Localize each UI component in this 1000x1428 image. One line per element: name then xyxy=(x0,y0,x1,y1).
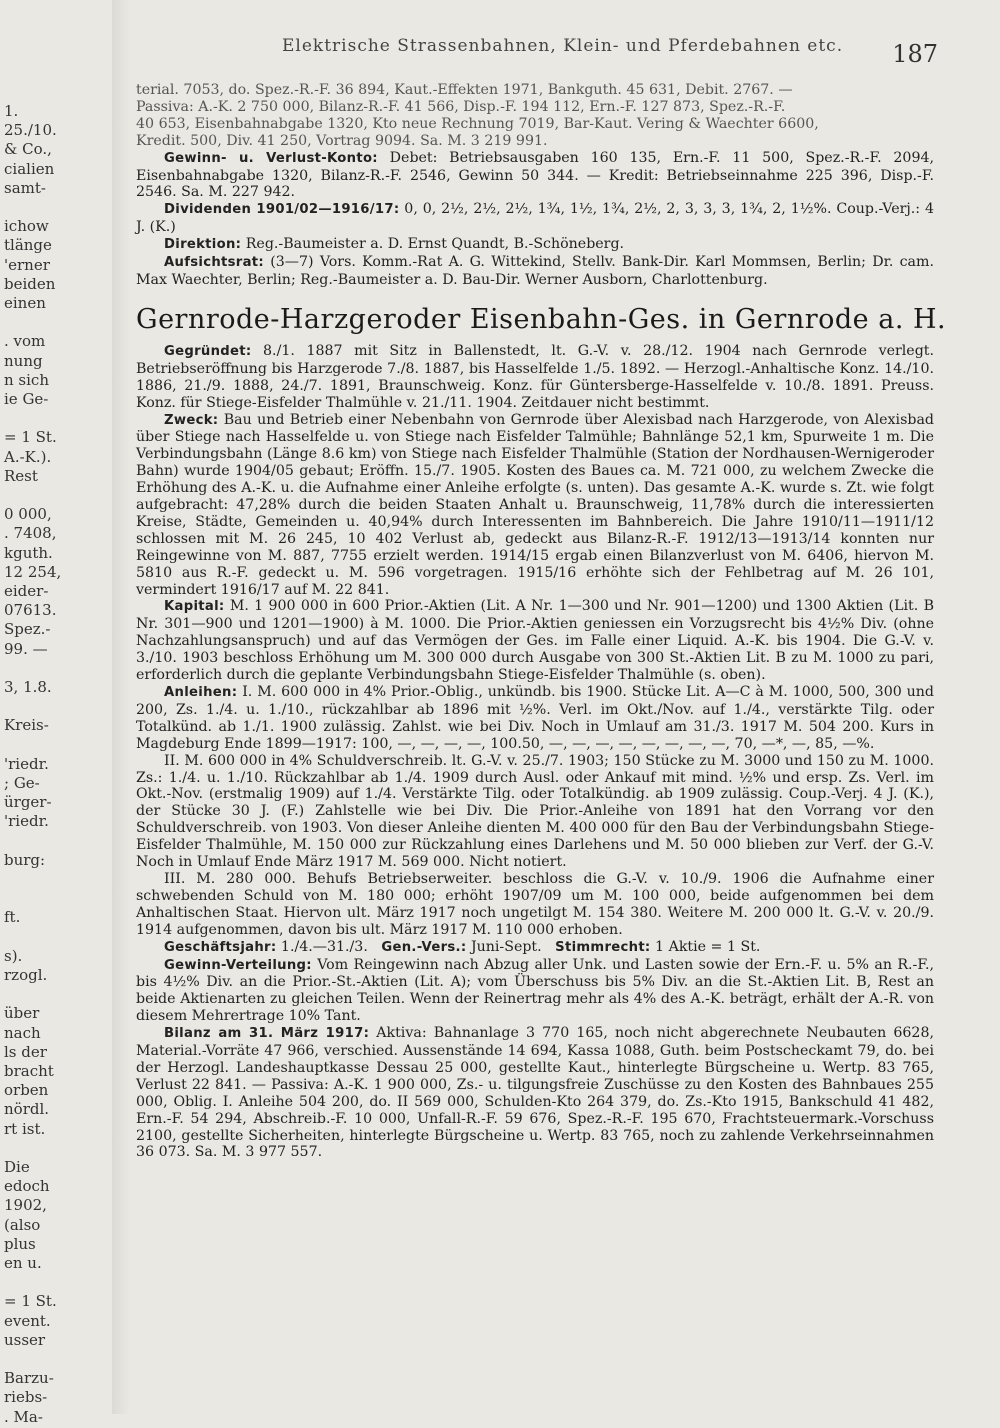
gen-vers-label: Gen.-Vers.: xyxy=(381,939,467,955)
strip-line: n sich xyxy=(4,370,49,389)
anleihen-text: I. M. 600 000 in 4% Prior.-Oblig., unkündb. bis 1900. Stücke Lit. A—C à M. 1000, 500, 300 und 200, Zs. 1./4. u. 1./10., rückzahlbar ab 1896 mit ½%. Verl. im Okt./Nov. auf 1./4., verstärkte Tilg. oder Totalkünd. ab 1./1. 1900 zulässig. Zahlst. wie bei Div. Noch in Umlauf am 31./3. 1917 M. 504 200. Kurs in Magdeburg Ende 1899—1917: 100, —, —, —, —, 100.50, —, —, —, —, —, —, —, —, 70, —*, —, 85, —%. xyxy=(136,684,935,752)
stimmrecht-text: 1 Aktie = 1 St. xyxy=(655,938,761,955)
strip-line: cialien xyxy=(4,159,55,178)
gegruendet-paragraph xyxy=(136,343,934,412)
strip-line: Barzu- xyxy=(4,1369,54,1388)
strip-line: Rest xyxy=(4,466,38,485)
strip-line: nung xyxy=(4,351,43,370)
strip-line: kguth. xyxy=(4,543,53,562)
anleihen-paragraph xyxy=(136,684,934,753)
strip-line: ürger- xyxy=(4,793,52,812)
strip-line: 3, 1.8. xyxy=(4,678,52,696)
gewinn-verteilung-paragraph xyxy=(136,957,934,1026)
strip-line: 1902, xyxy=(4,1196,47,1215)
geschaeftsjahr-paragraph xyxy=(136,939,934,957)
company-section xyxy=(136,343,934,1162)
strip-line: bracht xyxy=(4,1062,54,1080)
strip-line: rzogl. xyxy=(4,966,48,984)
strip-line: (also xyxy=(4,1215,41,1234)
bilanz-paragraph xyxy=(136,1025,934,1161)
gegruendet-label: Gegründet: xyxy=(164,343,252,359)
strip-line: samt- xyxy=(4,178,46,197)
strip-line: burg: xyxy=(4,850,46,869)
adjacent-page-strip xyxy=(0,20,118,1426)
running-header: Elektrische Strassenbahnen, Klein- und Pferdebahnen etc. xyxy=(282,36,844,56)
stimmrecht-label: Stimmrecht: xyxy=(555,939,651,955)
gewinn-verteilung-label: Gewinn-Verteilung: xyxy=(164,957,312,973)
strip-line: plus xyxy=(4,1234,36,1253)
bilanz-label: Bilanz am 31. März 1917: xyxy=(164,1026,370,1042)
prev-guv-label: Gewinn- u. Verlust-Konto: xyxy=(164,150,378,166)
previous-company-section xyxy=(136,82,934,289)
prev-line-2: Passiva: A.-K. 2 750 000, Bilanz-R.-F. 41 566, Disp.-F. 194 112, Ern.-F. 127 873, Spez.-R.-F. xyxy=(136,98,786,115)
prev-direktion-label: Direktion: xyxy=(164,237,242,253)
prev-aufsichtsrat-paragraph xyxy=(136,254,934,289)
strip-line: usser xyxy=(4,1330,46,1349)
strip-line: s). xyxy=(4,946,23,965)
anleihe-2-paragraph: II. M. 600 000 in 4% Schuldverschreib. lt. G.-V. v. 25./7. 1903; 150 Stücke zu M. 3000 und 150 zu M. 1000. Zs.: 1./4. u. 1./10. Rückzahlbar ab 1./4. 1909 durch Ausl. oder Ankauf mit mind. ½% und ersp. Zs. Verl. im Okt.-Nov. (erstmalig 1909) auf 1./4. Verstärkte Tilg. oder Totalkündig. ab 1909 zulässig. Coup.-Verj. 4 J. (K.), der Stücke 30 J. (F.) Zahlstelle wie bei Div. Die Prior.-Anleihe von 1891 hat den Vorrang vor den Schuldverschreib. von 1903. Von dieser Anleihe dienten M. 400 000 für den Bau der Verbindungsbahn Stiege-Eisfelder Thalmühle, M. 150 000 zur Rückzahlung eines Darlehens und M. 50 000 blieben zur Verf. der G.-V. Noch in Umlauf Ende März 1917 M. 569 000. Nicht notiert. xyxy=(136,752,934,871)
kapital-label: Kapital: xyxy=(164,599,225,615)
kapital-paragraph xyxy=(136,598,934,684)
prev-dividend-paragraph xyxy=(136,201,934,236)
page-number: 187 xyxy=(892,40,938,68)
strip-line: ie Ge- xyxy=(4,390,49,408)
strip-line: eider- xyxy=(4,582,49,600)
strip-line: . vom xyxy=(4,332,46,351)
prev-line-3: 40 653, Eisenbahnabgabe 1320, Kto neue Rechnung 7019, Bar-Kaut. Vering & Waechter 6600, xyxy=(136,115,819,132)
geschaeftsjahr-label: Geschäftsjahr: xyxy=(164,939,277,955)
zweck-label: Zweck: xyxy=(164,412,219,428)
strip-line: beiden xyxy=(4,274,56,293)
strip-line: edoch xyxy=(4,1177,50,1196)
prev-dividend-label: Dividenden 1901/02—1916/17: xyxy=(164,202,400,218)
strip-line: Die xyxy=(4,1158,30,1176)
prev-guv-paragraph xyxy=(136,150,934,202)
strip-line: & Co., xyxy=(4,140,52,159)
strip-line: Kreis- xyxy=(4,716,49,735)
strip-line: = 1 St. xyxy=(4,1292,57,1311)
prev-direktion-text: Reg.-Baumeister a. D. Ernst Quandt, B.-Schöneberg. xyxy=(245,236,625,253)
strip-line: tlänge xyxy=(4,236,52,255)
prev-line-4: Kredit. 500, Div. 41 250, Vortrag 9094. Sa. M. 3 219 991. xyxy=(136,132,548,149)
strip-line: rt ist. xyxy=(4,1119,46,1138)
strip-line: A.-K.). xyxy=(4,447,52,466)
strip-line: einen xyxy=(4,294,46,312)
gen-vers-text: Juni-Sept. xyxy=(470,938,542,955)
strip-line: über xyxy=(4,1004,40,1023)
strip-line: 1. xyxy=(4,102,19,120)
strip-line: 07613. xyxy=(4,601,57,620)
strip-line: nördl. xyxy=(4,1100,50,1119)
anleihe-3-paragraph: III. M. 280 000. Behufs Betriebserweiter. beschloss die G.-V. v. 10./9. 1906 die Aufnahme einer schwebenden Schuld von M. 180 000; erhöht 1907/09 um M. 100 000, beide aufgenommen bei dem Anhaltischen Staat. Hiervon ult. März 1917 noch ungetilgt M. 154 380. Weitere M. 200 000 lt. G.-V. v. 20./9. 1914 aufgenommen, davon bis ult. März 1917 M. 110 000 erhoben. xyxy=(136,870,934,938)
strip-line: en u. xyxy=(4,1254,42,1272)
strip-line: 12 254, xyxy=(4,562,62,581)
strip-line: 0 000, xyxy=(4,505,52,524)
strip-line: 'erner xyxy=(4,255,50,274)
zweck-text: Bau und Betrieb einer Nebenbahn von Gernrode über Alexisbad nach Harzgerode, von Alexisbad über Stiege nach Hasselfelde u. von Stiege nach Eisfelder Talmühle; Bahnlänge 52,1 km, Spurweite 1 m. Die Verbindungsbahn (Länge 8.6 km) von Stiege nach Eisfelder Thalmühle (Station der Nordhausen-Wernigeroder Bahn) wurde 1904/05 gebaut; Eröffn. 15./7. 1905. Kosten des Baues ca. M. 721 000, zu welchem Zwecke die Erhöhung des A.-K. u. die Aufnahme einer Anleihe erfolgte (s. unten). Das gesamte A.-K. wurde s. Zt. wie folgt aufgebracht: 47,28% durch die beiden Staaten Anhalt u. Braunschweig, 11,78% durch die interessierten Kreise, Städte, Gemeinden u. 40,94% durch Interessenten im Bahnbereich. Die Jahre 1910/11—1911/12 schlossen mit M. 26 245, 10 402 Verlust ab, gedeckt aus Bilanz-R.-F. 1912/13—1913/14 konnten nur Reingewinne von M. 887, 7755 erzielt werden. 1914/15 ergab einen Bilanzverlust von M. 6406, hiervon M. 5810 aus R.-F. gedeckt u. M. 596 vorgetragen. 1915/16 erhöhte sich der Fehlbetrag auf M. 26 101, vermindert 1916/17 auf M. 22 841. xyxy=(136,411,934,598)
strip-line: ichow xyxy=(4,217,49,236)
strip-line: . Ma- xyxy=(4,1407,43,1426)
strip-line: 25./10. xyxy=(4,121,57,140)
strip-line: 99. — xyxy=(4,639,48,658)
strip-line: ; Ge- xyxy=(4,774,40,792)
zweck-paragraph xyxy=(136,412,934,599)
strip-line: Spez.- xyxy=(4,620,51,639)
strip-line: 'riedr. xyxy=(4,754,49,773)
strip-line: ft. xyxy=(4,908,21,927)
prev-guv-text: Debet: Betriebsausgaben 160 135, Ern.-F. 11 500, Spez.-R.-F. 2094, Eisenbahnabgabe 1320, Bilanz-R.-F. 2546, Gewinn 50 344. — Kredit: Betriebseinnahme 225 396, Disp.-F. 2546. Sa. M. 227 942. xyxy=(136,149,935,201)
strip-line: event. xyxy=(4,1311,51,1330)
gegruendet-text: 8./1. 1887 mit Sitz in Ballenstedt, lt. G.-V. v. 28./12. 1904 nach Gernrode verlegt. Betriebseröffnung bis Harzgerode 7./8. 1887, bis Hasselfelde 1./5. 1892. — Herzogl.-Anhaltische Konz. 14./10. 1886, 21./9. 1888, 24./7. 1891, Braunschweig. Konz. für Güntersberge-Hasselfelde v. 10./8. 1891. Preuss. Konz. für Stiege-Eisfelder Thalmühle v. 21./11. 1904. Zeitdauer nicht bestimmt. xyxy=(136,342,934,411)
anleihen-label: Anleihen: xyxy=(164,685,238,700)
company-title: Gernrode-Harzgeroder Eisenbahn-Ges. in Gernrode a. H. xyxy=(136,303,947,335)
strip-line: 'riedr. xyxy=(4,812,49,831)
prev-line-1: terial. 7053, do. Spez.-R.-F. 36 894, Kaut.-Effekten 1971, Bankguth. 45 631, Debit. 2767. — xyxy=(136,82,793,98)
prev-aufsichtsrat-label: Aufsichtsrat: xyxy=(164,255,264,271)
strip-line: orben xyxy=(4,1081,49,1100)
gewinn-verteilung-text: Vom Reingewinn nach Abzug aller Unk. und Lasten sowie der Ern.-F. u. 5% an R.-F., bis 4½% Div. an die Prior.-St.-Aktien (Lit. A); vom Überschuss bis 5% Div. an die St.-Aktien Lit. B, Rest an beide Aktienarten zu gleichen Teilen. Wenn der Reinertrag mehr als 4% des A.-K. beträgt, erhält der A.-R. von diesem Mehrertrage 10% Tant. xyxy=(136,956,934,1025)
bilanz-text: Aktiva: Bahnanlage 3 770 165, noch nicht abgerechnete Neubauten 6628, Material.-Vorräte 47 966, verschied. Aussenstände 14 694, Kassa 1088, Guth. beim Postscheckamt 79, do. bei der Herzogl. Landeshauptkasse Dessau 25 000, gestellte Kaut., hinterlegte Bürgscheine u. Wertp. 83 765, Verlust 22 841. — Passiva: A.-K. 1 900 000, Zs.- u. tilgungsfreie Zuschüsse zu den Kosten des Bahnbaues 255 000, Oblig. I. Anleihe 504 200, do. II 569 000, Schulden-Kto 264 379, do. Zs.-Kto 1915, Bankschuld 41 482, Ern.-F. 54 294, Abschreib.-F. 10 000, Unfall-R.-F. 59 676, Spez.-R.-F. 195 670, Frachtsteuermark.-Vorschuss 2100, gestellte Sicherheiten, hinterlegte Bürgscheine u. Wertp. 83 765, noch zu zahlende Verkehrseinnahmen 36 073. Sa. M. 3 977 557. xyxy=(136,1025,934,1161)
kapital-text: M. 1 900 000 in 600 Prior.-Aktien (Lit. A Nr. 1—300 und Nr. 901—1200) und 1300 Aktien (Lit. B Nr. 301—900 und 1201—1900) à M. 1000. Die Prior.-Aktien geniessen ein Vorzugsrecht bis 4½% Div. (ohne Nachzahlungsanspruch) und auf das Vermögen der Ges. im Falle einer Liquid. A.-K. bis 1904. Die G.-V. v. 3./10. 1903 beschloss Erhöhung um M. 300 000 durch Ausgabe von 300 St.-Aktien Lit. B zu M. 1000 zu pari, erforderlich durch die geplante Verbindungsbahn Stiege-Eisfelder Thalmühle (s. oben). xyxy=(136,598,935,684)
strip-line: riebs- xyxy=(4,1388,48,1407)
prev-aufsichtsrat-text: (3—7) Vors. Komm.-Rat A. G. Wittekind, Stellv. Bank-Dir. Karl Mommsen, Berlin; Dr. cam. Max Waechter, Berlin; Reg.-Baumeister a. D. Bau-Dir. Werner Ausborn, Charlottenburg. xyxy=(136,254,934,288)
prev-dividend-text: 0, 0, 2½, 2½, 2½, 1¾, 1½, 1¾, 2½, 2, 3, 3, 3, 1¾, 2, 1½%. Coup.-Verj.: 4 J. (K.) xyxy=(136,201,934,236)
strip-line: = 1 St. xyxy=(4,428,57,447)
text-column xyxy=(136,82,947,1161)
strip-line: nach xyxy=(4,1023,41,1042)
strip-line: ls der xyxy=(4,1042,47,1061)
gutter-shadow xyxy=(112,0,130,1414)
prev-direktion-paragraph xyxy=(136,236,934,254)
strip-line: . 7408, xyxy=(4,524,57,543)
geschaeftsjahr-text: 1./4.—31./3. xyxy=(280,938,368,955)
